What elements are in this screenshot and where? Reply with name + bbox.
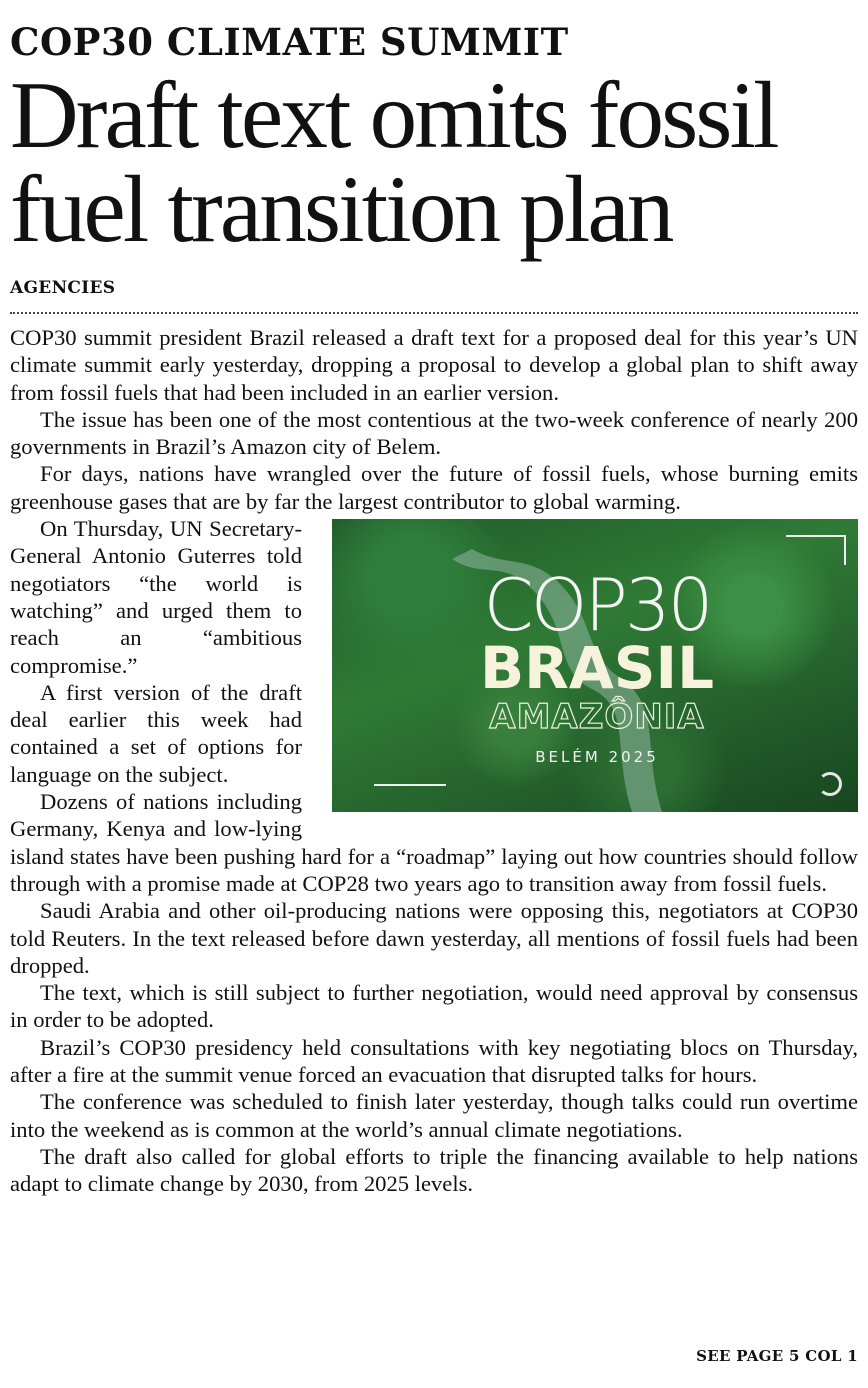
article-body [10, 324, 858, 1198]
paragraph: The issue has been one of the most contentious at the two-week conference of nearly 200 governments in Brazil’s Amazon city of Belem. [10, 406, 858, 460]
paragraph: Dozens of nations including Germany, Kenya and low-lying island states have been pushing hard for a “roadmap” laying out how countries should follow through with a promise made at COP28 two years ago to transition away from fossil fuels. [10, 789, 858, 896]
logo-belem-2025: BELÉM 2025 [535, 748, 659, 767]
continuation-note: SEE PAGE 5 COL 1 [696, 1347, 858, 1365]
paragraph: A first version of the draft deal earlier this week had contained a set of options for language on the subject. [10, 679, 302, 787]
article [10, 20, 858, 1365]
paragraph: The conference was scheduled to finish later yesterday, though talks could run overtime into the weekend as is common at the world’s annual climate negotiations. [10, 1089, 858, 1142]
paragraph: On Thursday, UN Secretary-General Antonio Guterres told negotiators “the world is watching” and urged them to reach an “ambitious compromise.” [10, 516, 302, 678]
cop-ring-icon [818, 772, 842, 796]
headline-line-1: Draft text omits fossil [10, 62, 777, 168]
cop30-logo-photo [332, 519, 858, 812]
paragraph: For days, nations have wrangled over the future of fossil fuels, whose burning emits greenhouse gases that are by far the largest contributor to global warming. [10, 461, 858, 514]
byline: AGENCIES [10, 278, 116, 298]
kicker: COP30 CLIMATE SUMMIT [10, 20, 569, 64]
corner-frame-icon [786, 535, 846, 565]
dotted-divider [10, 312, 858, 314]
paragraph: Saudi Arabia and other oil-producing nations were opposing this, negotiators at COP30 told Reuters. In the text released before dawn yesterday, all mentions of fossil fuels had been dropped. [10, 898, 858, 978]
headline-line-2: fuel transition plan [10, 156, 672, 262]
paragraph: Brazil’s COP30 presidency held consultations with key negotiating blocs on Thursday, after a fire at the summit venue forced an evacuation that disrupted talks for hours. [10, 1034, 858, 1088]
paragraph: The text, which is still subject to further negotiation, would need approval by consensus in order to be adopted. [10, 980, 858, 1033]
logo-amazonia: AMAZÔNIA [489, 697, 705, 738]
accent-line [374, 784, 446, 786]
paragraph: The draft also called for global efforts to triple the financing available to help nations adapt to climate change by 2030, from 2025 levels. [10, 1143, 858, 1197]
headline [10, 62, 858, 262]
paragraph: COP30 summit president Brazil released a draft text for a proposed deal for this year’s UN climate summit early yesterday, dropping a proposal to develop a global plan to shift away from fossil fuels that had been included in an earlier version. [10, 325, 858, 405]
logo-cop30: COP30 [483, 563, 711, 648]
logo-brasil: BRASIL [479, 634, 715, 703]
